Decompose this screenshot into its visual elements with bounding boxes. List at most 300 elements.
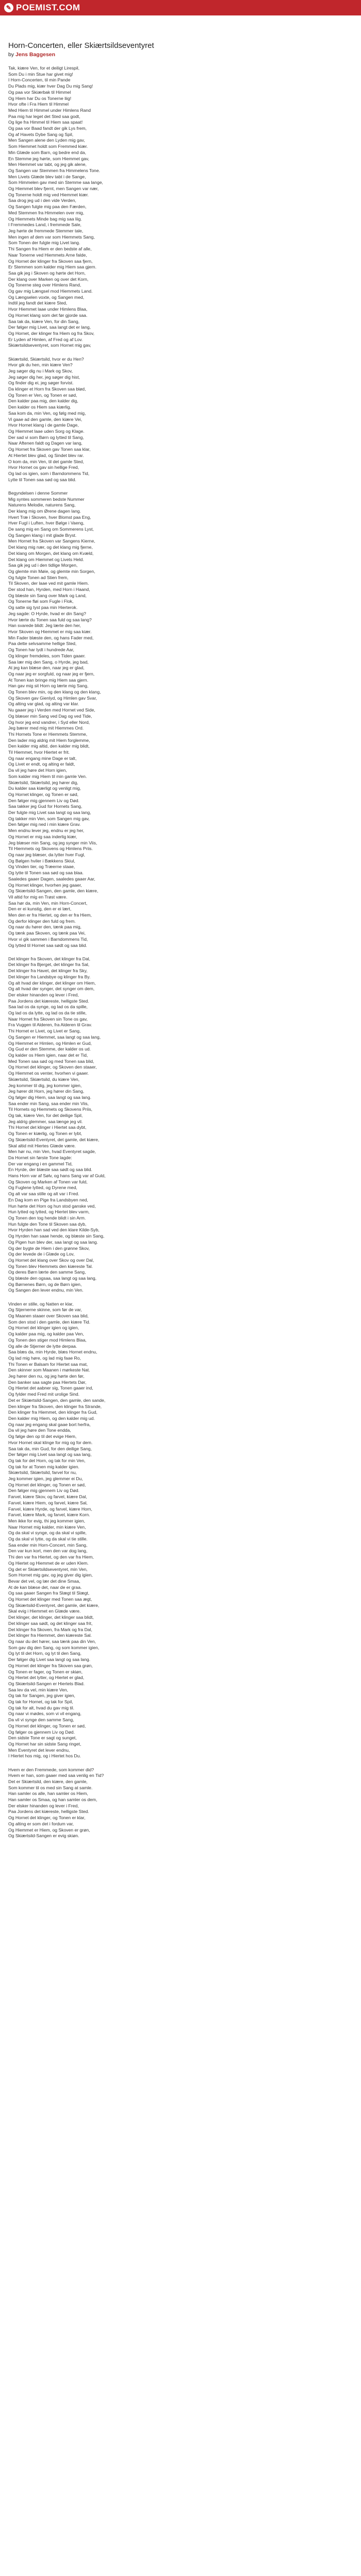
poem-line: Hvem er den Fremmede, som kommer did? xyxy=(8,1767,94,1772)
poem-line: Og derfor klinger den fuld og frem. xyxy=(8,918,76,924)
poem-line: Men ikke for evig, thi jeg kommer igien, xyxy=(8,1518,86,1523)
poem-line: Der klang over Marken og over det Korn, xyxy=(8,276,89,282)
poem-line: Og Tonen er Ven, og Tonen er sød, xyxy=(8,392,77,398)
poem-line: Hver Fugl i Luften, hver Bølge i Vaeng, xyxy=(8,520,85,526)
poem-line: Den følger mig gjennem Liv og Død. xyxy=(8,1488,80,1494)
poem-line: I Horn-Concerten, til min Pande xyxy=(8,77,71,83)
poem-line: Og Skiærtsild-Sangen er evig skiøn. xyxy=(8,1833,79,1839)
poem-line: En Stemme jeg hørte, som Hiemmet gav, xyxy=(8,156,89,161)
poem-line: Og Hornet det klinger med Tonen saa ægt, xyxy=(8,1597,92,1602)
poem-line: O kom da, min Ven, til det gamle Sted, xyxy=(8,459,84,464)
poem-line: Hvor gik du hen, min kiære Ven? xyxy=(8,362,73,368)
poem-line: Hvor Hyrden han sad ved den klare Kilde-Syb, xyxy=(8,1227,100,1233)
poem-line: Thi Hornet er Livet, og Livet er Sang, xyxy=(8,1028,81,1034)
poem-line: Skal evig i Hiemmet en Glæde være. xyxy=(8,1608,81,1614)
poem-line: Og Hornet der klinger fra Skoven saa fjern, xyxy=(8,258,93,264)
poem-line: At de kan blæse det, naar de er graa. xyxy=(8,1584,82,1590)
poem-line: Som den stod i den gamle, den kiære Tid. xyxy=(8,1319,91,1325)
poem-line: Og Sangen fulgte mig paa den Færden, xyxy=(8,204,87,210)
poem-line: Og Hornet det klinger fra Skoven saa grøn, xyxy=(8,1663,93,1668)
poem-line: Og lad mig høre, og lad mig faae Ro, xyxy=(8,1355,81,1361)
poem-line: Og Tonen blev Hiemmets den kiæreste Tal. xyxy=(8,1263,93,1269)
poem-line: Saa kom da, min Ven, og følg med mig, xyxy=(8,410,86,416)
stanza xyxy=(8,65,353,349)
poem-line: Der følger mig Livet, saa langt det er lang, xyxy=(8,325,91,330)
poem-line: Og naar du det hører, saa tænk paa din Ven, xyxy=(8,1639,96,1644)
poem-line: Den kalder mig Hiem, og den kalder mig ud. xyxy=(8,1415,95,1421)
poem-line: Men ingen af dem var som Hiemmets Sang, xyxy=(8,234,95,240)
poem-line: Og Hiertet det lytter, og Hiertet er glad, xyxy=(8,1675,85,1681)
poem-line: Hvor Hornet skal klinge for mig og for dem. xyxy=(8,1439,93,1445)
poem-line: Og Længselen voxte, og Sangen med, xyxy=(8,294,85,300)
poem-line: Og paa vor Skiærbak til Himmel xyxy=(8,89,71,95)
poem-line: Den kalder mig altid, den kalder mig blidt, xyxy=(8,743,90,749)
poem-line: Og blæste den ogsaa, saa langt og saa lang, xyxy=(8,1276,97,1281)
poem-line: Og alt hvad der synger, det synger om dem, xyxy=(8,986,95,992)
poem-line: Og Hiemmet er Hiem, og Skoven er grøn, xyxy=(8,1827,90,1833)
poem-line: Og blæser min Sang ved Dag og ved Tide, xyxy=(8,713,92,719)
poem-line: Jeg hører den nu, og jeg hørte den før, xyxy=(8,1374,85,1379)
poem-line: Til Hiemmet, hvor Hiertet er frit. xyxy=(8,750,70,755)
poem-line: Den var kun kort, men den var dog lang, xyxy=(8,1548,88,1554)
poem-line: Du kalder saa kiærligt og venligt mig, xyxy=(8,786,81,791)
poem-line: Og Hornet fra Skoven gav Tonen saa klar, xyxy=(8,447,91,452)
poem-line: Naar Hornet mig kalder, min kiære Ven, xyxy=(8,1524,86,1530)
poem-line: Og naar vi mødes, som vi vil engang, xyxy=(8,1711,81,1717)
poem-line: Og Tonen er kiærlig, og Tonen er lybt, xyxy=(8,1131,82,1137)
poem-line: Og tak for det Horn, og tak for min Ven, xyxy=(8,1458,86,1463)
poem-line: Hvor lærte du Tonen saa fuld og saa lang? xyxy=(8,617,92,622)
poem-line: Saa lær mig den Sang, o Hyrde, jeg bad, xyxy=(8,659,89,665)
poem-line: Og Hornet klinger, og Tonen er sød, xyxy=(8,791,78,797)
poem-line: Min Fader blæste den, og hans Fader med, xyxy=(8,635,94,640)
poem-line: Den kalder os Hiem saa kiærlig. xyxy=(8,404,71,410)
poem-line: Men hør nu, min Ven, hvad Eventyret sagde, xyxy=(8,1149,96,1155)
poem-line: Saaledes gaaer Dagen, saaledes gaaer Aar, xyxy=(8,876,95,882)
poem-line: Den banker saa sagte paa Hiertets Dør, xyxy=(8,1379,87,1385)
poem-line: Der følger dig Livet saa langt og saa lang. xyxy=(8,1657,91,1663)
poem-line: Jeg hører dit Horn, jeg hører din Sang, xyxy=(8,1089,85,1094)
poem-line: Og Tonerne holdt mig ved Hiemmet kiær. xyxy=(8,192,89,197)
poem-line: Med Hiem til Himmel under Himlens Rand xyxy=(8,107,91,113)
poem-line: Da vil jeg høre det Horn igien, xyxy=(8,768,67,773)
poem-line: Som Himmelen gav med sin Stemme saa lange, xyxy=(8,180,103,185)
poem-line: Og klinger fremdeles, som Tiden gaaer. xyxy=(8,653,86,658)
poem-line: Og Hornet det klinger, og Tonen er sød, xyxy=(8,1482,86,1487)
poem-line: Hun hørte det Horn og hun stod ganske ved, xyxy=(8,1203,96,1209)
poem-line: Og fylder med Fred mit urolige Sind. xyxy=(8,1392,80,1397)
poem-line: Og Hornet har sin sidste Sang ringet, xyxy=(8,1741,81,1747)
poem-line: Jeg aldrig glemmer, saa længe jeg vil. xyxy=(8,1118,83,1124)
poem-line: Og det er Skiærtsildseventyret, min Ven, xyxy=(8,1566,88,1572)
poem-line: Jeg kommer til dig, jeg kommer igien, xyxy=(8,1082,82,1088)
poem-line: Og Hiemmet blev fjernt, men Sangen var nær, xyxy=(8,186,99,192)
poem-line: Og glemte min Møie, og glemte min Sorgen, xyxy=(8,568,95,574)
poem-line: Som kommer til os med sin Sang at samle. xyxy=(8,1785,93,1790)
poem-line: Og Sangen er Hiemmet, saa langt og saa lang, xyxy=(8,1034,101,1040)
poem-line: Og kalder paa mig, og kalder paa Ven, xyxy=(8,1331,84,1337)
site-header xyxy=(0,0,361,15)
poem-line: I Fremmedes Land, i fremmede Sale, xyxy=(8,222,81,228)
poem-line: Da vil jeg høre den Tone endda, xyxy=(8,1428,71,1433)
poem-line: Og Hornet det klinger, og Tonen er sød, xyxy=(8,1723,86,1728)
poem-line: Begyndelsen i denne Sommer xyxy=(8,490,68,496)
poem-line: Skiærtsild, Skiærtsild, du kiære Ven, xyxy=(8,1076,80,1082)
poem-line: Skiærtsild, Skiærtsild, farvel for nu, xyxy=(8,1470,77,1476)
poem-line: Der klang mig om Ørene dagen lang. xyxy=(8,508,81,514)
poem-line: Indtil jeg fandt det kiære Sted, xyxy=(8,300,68,306)
poem-line: Saa tak da, min Gud, for den deilige Sang, xyxy=(8,1446,92,1451)
poem-line: Men Hornet fra Skoven var Sangens Kierne, xyxy=(8,538,95,544)
poem-line: Og Tonen er fager, og Tonen er skiøn, xyxy=(8,1669,83,1674)
poem-line: Den sidste Tone er sagt og sunget, xyxy=(8,1735,77,1741)
poem-line: Og deres Børn lærte den samme Sang, xyxy=(8,1269,86,1275)
poem-line: Og Tonerne steg over Himlens Rand, xyxy=(8,282,81,288)
poem-line: Og Hiem har Du os Tonerne liig! xyxy=(8,95,72,101)
poem-line: Og Børnenes Børn, og de Børn igien, xyxy=(8,1281,82,1287)
poem-line: Med Tonen saa sød og med Tonen saa blid, xyxy=(8,1058,94,1064)
poem-line: Bevar det vel, og lær det dine Smaa, xyxy=(8,1578,80,1584)
poem-line: Den skinner som Maanen i mørkeste Nat. xyxy=(8,1367,90,1373)
poem-line: Naar Tonerne ved Hiemmets Arne falde, xyxy=(8,252,87,258)
poem-line: Og lige fra Himmel til Hiem saa spaat! xyxy=(8,120,83,125)
poem-line: Den er ei kunstig, den er ei lært, xyxy=(8,906,72,912)
poem-line: Og hvor jeg end vandrer, i Syd eller Nord, xyxy=(8,719,90,725)
poem-line: Det er Skiærtsild, den kiære, den gamle, xyxy=(8,1778,88,1784)
poem-line: Og tak for Hornet, og tak for Spil, xyxy=(8,1699,73,1705)
poem-line: Og Livet er endt, og alting er faldt, xyxy=(8,761,75,767)
poem-line: Det klinger fra Bjerget, det klinger fra Sal, xyxy=(8,962,90,968)
poem-line: Til Skoven, der laae ved mit gamle Hiem. xyxy=(8,581,89,586)
poem-line: Og da skal vi lytte, og da skal vi tie stille. xyxy=(8,1536,88,1542)
poem-line: Er Lyden af Himlen, af Fred og af Lov. xyxy=(8,336,83,342)
poem-line: Og takker min Ven, som Sangen mig gav, xyxy=(8,816,90,821)
poem-line: Og naar jeg blæser, da lytter hver Fugl, xyxy=(8,852,86,857)
poem-line: Og Tonen den stiger mod Himlens Blaa, xyxy=(8,1337,87,1343)
poem-line: Og der levede de i Glæde og Lov, xyxy=(8,1251,75,1257)
poem-body xyxy=(8,65,353,1839)
poem-line: Og Pigen hun blev der, saa langt og saa lang. xyxy=(8,1239,98,1245)
poem-line: Hans Horn var af Sølv, og hans Sang var af Guld, xyxy=(8,1173,106,1179)
poem-line: Og Hiemmet er Himlen, og Himlen er Gud, xyxy=(8,1040,92,1046)
poem-line: Men Eventyret det lever endnu, xyxy=(8,1747,70,1753)
poem-line: Og Sangen den lever endnu, min Ven. xyxy=(8,1287,84,1293)
poem-line: Fra Vuggen til Alderen, fra Alderen til Grav. xyxy=(8,1022,92,1028)
poem-line: Farvel, kiære Skov, og farvel, kiære Dal, xyxy=(8,1494,87,1500)
poem-line: Saa gik jeg i Skoven og hørte det Horn, xyxy=(8,270,86,276)
poem-line: Skiærtsild, Skiærtsild, jeg hører dig, xyxy=(8,779,78,785)
poem-line: Den kalder paa mig, den kalder dig, xyxy=(8,398,78,404)
poem-line: De sang mig en Sang om Sommerens Lyst, xyxy=(8,527,94,532)
poem-line: Men Livets Glæde blev tabt i de Sange, xyxy=(8,174,86,179)
author-link[interactable]: Jens Baggesen xyxy=(15,52,56,58)
poem-line: Hvor Hornet os gav sin hellige Fred, xyxy=(8,465,79,470)
poem-line: Og Gud er den Stemme, der kalder os ud. xyxy=(8,1046,91,1052)
poem-line: Den lader mig aldrig mit Hiem forglemme, xyxy=(8,737,90,743)
poem-line: Og følger os gjennem Liv og Død. xyxy=(8,1729,75,1735)
poem-line: Og Hornet er mig saa inderlig kiær, xyxy=(8,834,77,839)
poem-line: Han svarede blidt: Jeg lærte den her, xyxy=(8,623,81,629)
poem-line: Der stod han, Hyrden, med Horn i Haand, xyxy=(8,587,90,592)
poem-line: Saa gik jeg ud i den tidlige Morgen, xyxy=(8,563,78,568)
poem-line: Skal altid mit Hiertes Glæde være. xyxy=(8,1143,76,1148)
poem-line: Thi Tonen er Balsam for Hiertet saa mat, xyxy=(8,1361,88,1367)
poem-line: En Hyrde, der blæste saa sødt og saa blid. xyxy=(8,1167,92,1173)
poem-line: Og tak for at Tonen mig kalder igien. xyxy=(8,1464,79,1469)
poem-line: Og lad os igien, som i Barndommens Tid, xyxy=(8,470,90,476)
poem-line: Og Hiemmet laae uden Sorg og Klage. xyxy=(8,428,85,434)
poem-line: Som Hornet mig gav, og jeg giver dig igien, xyxy=(8,1572,93,1578)
poem-line: Der fulgte mig Livet saa langt og saa lang, xyxy=(8,810,91,816)
poem-line: Og der bygte de Hiem i den grønne Skov, xyxy=(8,1245,90,1251)
poem-line: Det er Skiærtsild-Sangen, den gamle, den sande, xyxy=(8,1397,106,1403)
poem-line: Thi Hornet det klinger i Hiertet saa dybt, xyxy=(8,1125,87,1130)
poem-line: Og saa gaaer Sangen fra Slægt til Slægt, xyxy=(8,1590,90,1596)
poem-line: Farvel, kiære Hyrde, og farvel, kiære Horn, xyxy=(8,1506,92,1512)
poem-line: Og Skiærtsild-Sangen er Hiertets Blad. xyxy=(8,1681,85,1686)
poem-line: Paa Jordens det kiæreste, helligste Sted. xyxy=(8,1809,89,1815)
poemist-logo-icon: ✎ xyxy=(4,3,13,12)
poem-line: Hvem er han, som gaaer med saa venlig en Tid? xyxy=(8,1773,104,1778)
poem-line: Han gav mig sit Horn og lærte mig Sang, xyxy=(8,683,89,689)
poem-line: Og kalder os Hiem igien, naar det er Tid, xyxy=(8,1053,88,1058)
poem-line: Min Glæde som Barn, og bedre end da, xyxy=(8,149,86,155)
poem-line: Og finder dig ei, jeg søger forvist. xyxy=(8,380,74,386)
poem-line: Men Hiemmet var tabt, og jeg gik alene, xyxy=(8,162,87,167)
poem-line: Paa mig har leget det Sted saa godt, xyxy=(8,113,80,119)
poem-line: Der sad vi som Børn og lytted til Sang, xyxy=(8,434,84,440)
poem-line: Er Stemmen som kalder mig Hiem saa gjern. xyxy=(8,264,96,270)
poem-line: Og Hiemmet os venter, hvorhen vi gaaer. xyxy=(8,1071,89,1076)
poem-line: Som kalder mig Hiem til min gamle Ven. xyxy=(8,773,87,779)
poem-line: Og Maanen staaer over Skoven saa blid, xyxy=(8,1313,89,1319)
poem-line: Hvor Skoven og Hiemmet er mig saa kiær. xyxy=(8,629,92,634)
poem-line: Vil altid for mig en Trøst være. xyxy=(8,894,68,900)
poem-line: Og Tonen har lydt i hundrede Aar, xyxy=(8,647,74,653)
poem-line: Og Hornet, der klinger fra Hiem og fra Skov, xyxy=(8,330,95,336)
poem-line: Og Skiærtsild-Eventyret, det gamle, det kiære, xyxy=(8,1137,100,1142)
poem-line: Det klang mig nær, og det klang mig fjerne, xyxy=(8,545,93,550)
poem-line: Og lyt til det Horn, og lyt til den Sang, xyxy=(8,1651,81,1656)
poem-line: Og tak for alt, hvad du gav mig til. xyxy=(8,1705,75,1710)
poem-line: At Hiertet blev glad, og Sindet blev rar. xyxy=(8,452,84,458)
poem-line: Thi Sangen fra Hiem er den bedste af alle, xyxy=(8,246,92,252)
site-logo-text: POEMIST.COM xyxy=(16,3,80,12)
byline-prefix: by xyxy=(8,52,16,58)
poem-line: Og naar jeg engang skal gaae bort herfra, xyxy=(8,1421,91,1427)
poem-line: Og Skoven og Marken af Tonen var fuld, xyxy=(8,1179,88,1184)
poem-line: Paa dette selvsamme hellige Sted, xyxy=(8,641,77,647)
poem-line: Og lad os da lytte, og lad os da tie stille, xyxy=(8,1010,87,1016)
poem-line: Og Hornet klang som det før gjorde saa. xyxy=(8,312,88,318)
poem-line: Og alt hvad der klinger, det klinger om Hiem, xyxy=(8,980,96,986)
poem-line: Saa blæs da, min Hyrde, blæs Hornet endnu, xyxy=(8,1349,97,1355)
stanza xyxy=(8,956,353,1294)
poem-line: Hvor vi gik sammen i Barndommens Tid, xyxy=(8,936,88,942)
poem-line: Skiærtsildseventyret, som Hornet mig gav, xyxy=(8,343,91,348)
poem-line: Til Hiemmets og Skovens og Himlens Priis. xyxy=(8,846,93,852)
poem-line: Det klinger fra Skoven, det klinger fra Dal, xyxy=(8,956,91,961)
poem-line: Det klang om Hiemmet og Livets Held. xyxy=(8,556,84,562)
poem-line: Og Fuglene lytted, og Dyrene med, xyxy=(8,1185,77,1191)
poem-line: Hvert Træ i Skoven, hver Blomst paa Eng, xyxy=(8,514,91,520)
poem-line: Vinden er stille, og Natten er klar, xyxy=(8,1301,74,1307)
poem-line: Og naar engang mine Dage er talt, xyxy=(8,755,77,761)
poem-line: Og Hornet det klang over Skov og over Dal, xyxy=(8,1257,94,1263)
poem-line: Der elsker hinanden og lever i Fred, xyxy=(8,1803,79,1808)
poem-line: Den følger mig ned i min kiære Grav. xyxy=(8,822,81,827)
poem-line: Og Hornet det klinger, og Tonen er klar, xyxy=(8,1815,86,1821)
poem-line: Der var engang i en gammel Tid, xyxy=(8,1161,73,1166)
poem-line: Og Hornet det klinger igien og igien, xyxy=(8,1325,79,1331)
poem-line: Saa ender min Sang, saa ender min Viis, xyxy=(8,1100,89,1106)
poem-line: Saa ender min Horn-Concert, min Sang, xyxy=(8,1542,88,1548)
poem-line: Thi den var fra Hiertet, og den var fra Hiem, xyxy=(8,1554,94,1560)
poem-line: Og Tonen blev min, og den klang og den klang, xyxy=(8,689,101,695)
poem-line: Lytte til Tonen saa sød og saa blid. xyxy=(8,477,76,482)
poem-line: Og Hiertet og Hiemmet de er uden Klem. xyxy=(8,1560,89,1566)
poem-line: Den klinger fra Skoven, den klinger fra Strande, xyxy=(8,1403,102,1409)
poem-line: I Hiertet hos mig, og i Hiertet hos Du. xyxy=(8,1753,81,1759)
poem-byline xyxy=(8,51,353,58)
poem-line: Og tak for Sangen, jeg giver igien, xyxy=(8,1693,75,1699)
poem-line: Og naar jeg er sorgfuld, og naar jeg er fjern, xyxy=(8,671,95,676)
poem-line: Jeg blæser min Sang, og jeg synger min Viis, xyxy=(8,840,97,845)
poem-line: Der følger mig Livet saa langt og saa lang, xyxy=(8,1452,92,1458)
poem-line: Saa lev da vel, min kiære Ven, xyxy=(8,1687,69,1692)
poem-line: Du Plads mig, kiær hver Dag Du mig Sang! xyxy=(8,83,93,89)
poem-line: Naar Hornet fra Skoven sin Tone os gav, xyxy=(8,1016,88,1022)
poem-line: Det klinger saa sødt, og det klinger saa frit, xyxy=(8,1620,93,1626)
poem-line: Og Tonerne fløi som Fugle i Flok, xyxy=(8,599,74,604)
poem-line: Hvor Hiemmet laae under Himlens Blaa, xyxy=(8,307,88,312)
poem-line: Og Skiærtsild-Eventyret, det gamle, det kiære, xyxy=(8,1602,100,1608)
poem-line: Og Skiærtsild-Sangen, den gamle, den kiære, xyxy=(8,888,99,894)
poem-line: Og Tonen den tog hende blidt i sin Arm. xyxy=(8,1215,86,1221)
poem-line: Hun fulgte den Tone til Skoven saa dyb, xyxy=(8,1221,87,1227)
poem-line: Med Stemmen fra Himmelen over mig, xyxy=(8,210,85,215)
stanza xyxy=(8,357,353,483)
poem-line: Som Tonen der fulgte mig Livet lang. xyxy=(8,240,80,246)
poem-line: Farvel, kiære Mark, og farvel, kiære Korn. xyxy=(8,1512,90,1518)
poem-line: Og tænk paa Skoven, og tænk paa Vei, xyxy=(8,930,86,936)
stanza xyxy=(8,1301,353,1759)
poem-line: Skiærtsild, Skiærtsild, hvor er du Hen? xyxy=(8,356,84,362)
stanza xyxy=(8,1767,353,1839)
poem-line: Og følger dig Hiem, saa langt og saa lang. xyxy=(8,1094,91,1100)
poem-line: Naar Aftenen faldt og Dagen var lang, xyxy=(8,440,83,446)
poem-line: Og gav mig Længsel mod Hiemmets Land. xyxy=(8,289,93,294)
poem-line: Jeg hørte de fremmede Stemmer tale, xyxy=(8,228,84,233)
poem-line: Men den er fra Hiertet, og den er fra Hiem, xyxy=(8,912,92,918)
poem-title: Horn-Concerten, eller Skiærtsildseventyret xyxy=(8,41,154,50)
poem-line: Thi Hornets Tone er Hiemmets Stemme, xyxy=(8,731,88,737)
poem-line: Det klinger fra Skoven, fra Mark og fra Dal, xyxy=(8,1626,92,1632)
poem-line: Og Hornet det klinger, og Skoven den staaer, xyxy=(8,1064,97,1070)
poem-line: Jeg kommer igien, jeg glemmer ei Du, xyxy=(8,1476,83,1482)
poem-line: Og alting var glad, og alting var klar. xyxy=(8,701,79,707)
poem-line: Den klinger fra Hiemmet, den klinger fra Gud, xyxy=(8,1410,97,1415)
poem-line: Da klinger et Horn fra Skoven saa blød, xyxy=(8,386,86,392)
poem-line: Og tak, kiære Ven, for det deilige Spil, xyxy=(8,1113,83,1118)
poem-line: Da vil vi synge den samme Sang, xyxy=(8,1717,74,1723)
poem-container xyxy=(8,41,353,1847)
poem-line: Og Hyrden han saae hende, og blæste sin Sang, xyxy=(8,1233,105,1239)
poem-line: Og lytte til Tonen saa sød og saa blaa. xyxy=(8,870,84,876)
poem-line: Som gav dig den Sang, og som kommer igien, xyxy=(8,1645,100,1650)
poem-line: Og alting er som det i fordum var, xyxy=(8,1821,74,1826)
poem-line: Og alt var saa stille og alt var i Fred. xyxy=(8,1191,79,1197)
poem-line: Da Hornet sin første Tone lagde: xyxy=(8,1155,72,1160)
poem-line: Farvel, kiære Hiem, og farvel, kiære Sal, xyxy=(8,1500,88,1505)
site-logo-link[interactable] xyxy=(4,3,80,13)
poem-line: Hvor ofte i Fra Hiem til Himmel xyxy=(8,101,69,107)
poem-line: Det klinger fra Hiemmet, den kiæreste Sal. xyxy=(8,1633,92,1638)
poem-line: Og blæste sin Sang over Mark og Land, xyxy=(8,592,87,598)
poem-line: En Dag kom en Pige fra Landsbyen ned, xyxy=(8,1197,88,1202)
poem-line: Og Hiertet det aabner sig, Tonen gaaer ind, xyxy=(8,1385,93,1391)
poem-line: Han samler os alle, han samler os Hiem, xyxy=(8,1791,88,1797)
poem-line: Mig syntes sommeren bedste Nummer xyxy=(8,496,85,502)
poem-line: Som Hiemmet holdt som Fremmed kiær. xyxy=(8,144,88,149)
poem-line: Jeg søger dig nu i Mark og Skov, xyxy=(8,368,73,374)
poem-line: Til Hornets og Hiemmets og Skovens Priis, xyxy=(8,1107,93,1112)
poem-line: Det klinger, det klinger, det klinger saa blidt, xyxy=(8,1615,94,1620)
poem-line: At jeg kan blæse den, naar jeg er glad, xyxy=(8,665,85,671)
poem-line: Og Sangen var Stemmen fra Himmelens Tone. xyxy=(8,167,101,173)
poem-line: Det klinger fra Landsbye og klinger fra By. xyxy=(8,974,91,979)
poem-line: Den følger mig gjennem Liv og Død. xyxy=(8,798,80,803)
poem-line: Som Du i min Stue har givet mig! xyxy=(8,71,73,77)
poem-line: Og Stjernerne skinne, som før de var, xyxy=(8,1307,82,1313)
poem-line: Og følge den op til det evige Hiem, xyxy=(8,1434,77,1439)
poem-line: At Tonen kan bringe mig Hiem saa gjern. xyxy=(8,677,89,683)
poem-line: Og lytted til Hornet saa sødt og saa blid. xyxy=(8,942,87,948)
poem-line: Men Sangen alene den Lyden mig gav, xyxy=(8,138,85,143)
poem-line: Saa drog jeg ud i den vide Verden, xyxy=(8,198,76,204)
poem-line: Og af Havets Dybe Sang og Spil, xyxy=(8,131,74,137)
poem-line: Saa takker jeg Gud for Hornets Sang, xyxy=(8,804,83,809)
poem-line: Og satte sig tyst paa min Hierterok. xyxy=(8,605,78,611)
poem-line: Nu gaaer jeg i Verden med Hornet ved Side, xyxy=(8,707,95,713)
poem-line: Jeg bærer med mig mit Hiemmes Ord. xyxy=(8,725,84,731)
stanza xyxy=(8,490,353,948)
poem-line: Og Bølgen hviler i Bækkens Skiul, xyxy=(8,858,75,863)
poem-line: Og da skal vi synge, og da skal vi spille, xyxy=(8,1530,87,1536)
poem-line: Han samler os Smaa, og han samler os dem, xyxy=(8,1797,97,1803)
poem-line: Hvor Hornet klang i de gamle Dage, xyxy=(8,422,79,428)
poem-line: Det klinger fra Havet, det klinger fra Sky, xyxy=(8,968,88,974)
poem-line: Hun lytted og lytted, og Hiertet blev varm, xyxy=(8,1209,90,1215)
poem-line: Saa tak da, kiære Ven, for din Sang, xyxy=(8,318,80,324)
poem-line: Og naar du hører den, tænk paa mig, xyxy=(8,924,81,930)
poem-line: Og paa vor Baad fandt der gik Lys frem, xyxy=(8,126,87,131)
poem-line: Jeg sagde: O Hyrde, hvad er din Sang? xyxy=(8,611,86,616)
poem-line: Men endnu lever jeg, endnu er jeg her, xyxy=(8,828,85,834)
poem-line: Det klang om Morgen, det klang om Kvæld, xyxy=(8,550,94,556)
poem-line: Jeg søger dig her, jeg søger dig hist, xyxy=(8,374,80,380)
poem-line: Og Vinden tier, og Træerne staae, xyxy=(8,864,75,870)
poem-line: Og Sangen klang i mit glade Bryst. xyxy=(8,532,77,538)
poem-line: Der elsker hinanden og lever i Fred, xyxy=(8,992,79,997)
poem-line: Naturens Melodie, naturens Sang, xyxy=(8,502,76,508)
poem-line: Saa lad os da synge, og lad os da spille, xyxy=(8,1004,88,1010)
poem-line: Og Skoven gav Gienlyd, og Himlen gav Svar, xyxy=(8,695,97,701)
poem-line: Og Hiemmets Minde bag mig saa liig. xyxy=(8,216,82,222)
poem-line: Tak, kiære Ven, for et deiligt Lirespil, xyxy=(8,65,80,71)
poem-line: Saa hør da, min Ven, min Horn-Concert, xyxy=(8,900,88,906)
poem-line: Vi gaae ad den gamle, den kiære Vei, xyxy=(8,416,83,422)
